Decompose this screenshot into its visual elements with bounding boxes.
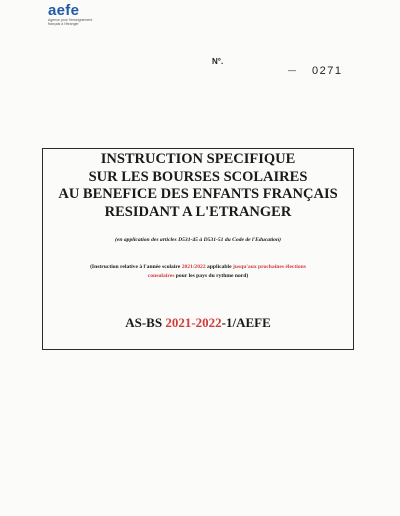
reference-prefix: AS-BS — [125, 315, 166, 330]
title-line-3: AU BENEFICE DES ENFANTS FRANÇAIS — [58, 186, 338, 202]
reference-suffix: -1/AEFE — [221, 315, 271, 330]
logo-tagline: Agence pour l'enseignement français à l'étranger — [48, 18, 93, 26]
instruction-line-1 — [43, 263, 353, 272]
aefe-logo — [48, 4, 108, 28]
title-line-1: INSTRUCTION SPECIFIQUE — [100, 151, 296, 167]
title-line-4: RESIDANT A L'ETRANGER — [104, 203, 292, 220]
instruction-text-1: (Instruction relative à l'année scolaire — [90, 264, 182, 270]
instruction-year: 2021/2022 — [181, 264, 206, 270]
instruction-consulaires: consulaires — [147, 273, 175, 279]
document-reference — [43, 315, 353, 331]
numero-dash: — — [288, 66, 296, 75]
instruction-text-2: applicable — [205, 264, 233, 270]
logo-wordmark: aefe — [48, 2, 80, 19]
numero-value: 0271 — [312, 65, 343, 77]
numero-label: N°. — [212, 57, 224, 66]
reference-year: 2021-2022 — [165, 315, 222, 330]
title-frame — [42, 148, 354, 350]
instruction-line-2 — [43, 272, 353, 281]
document-title — [43, 151, 353, 221]
title-line-2: SUR LES BOURSES SCOLAIRES — [88, 168, 308, 185]
instruction-note — [43, 263, 353, 281]
legal-basis: (en application des articles D531-45 à D531-51 du Code de l'Education) — [115, 237, 281, 243]
instruction-elections: jusqu'aux prochaines élections — [232, 264, 306, 270]
instruction-text-3: pour les pays du rythme nord) — [174, 273, 249, 279]
